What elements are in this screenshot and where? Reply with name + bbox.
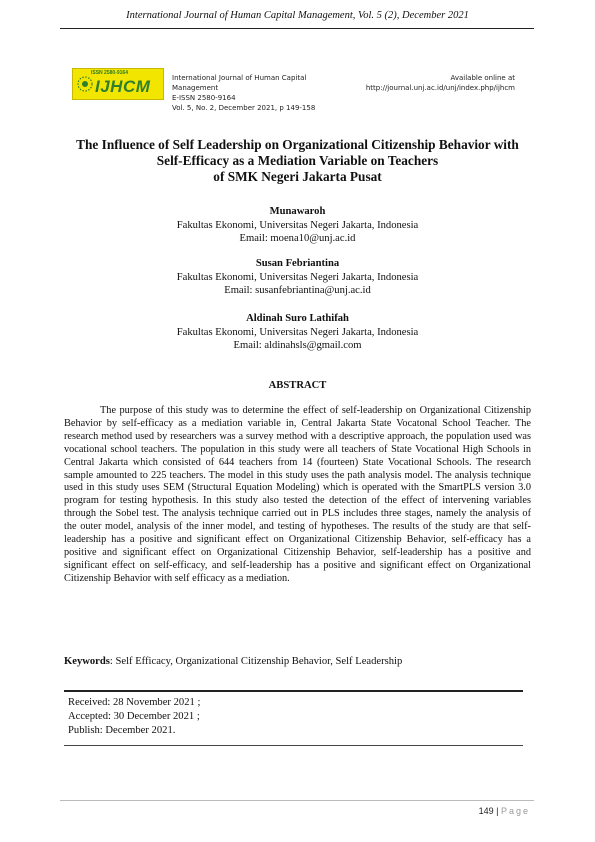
dates-top-rule	[64, 690, 523, 692]
journal-info-right	[330, 73, 515, 93]
author-block	[0, 205, 595, 246]
publish-date: Publish: December 2021.	[68, 725, 176, 736]
publication-dates	[68, 696, 200, 738]
author-email[interactable]: Email: susanfebriantina@unj.ac.id	[224, 285, 371, 296]
author-name: Susan Febriantina	[255, 258, 340, 269]
journal-info-line: E-ISSN 2580-9164	[172, 94, 236, 102]
running-header: International Journal of Human Capital Management, Vol. 5 (2), December 2021	[126, 10, 469, 21]
logo-issn: ISSN 2580-9164	[91, 70, 128, 76]
footer-rule	[60, 800, 534, 801]
abstract-body: The purpose of this study was to determine the effect of self-leadership on Organizational Citizenship Behavior by self-efficacy as a mediation variable in, Central Jakarta State Vocatonal School Teacher. The research method used by researchers was a survey method with a descriptive approach, the population used was vocational school teachers. The population in this study were all teachers of State Vocational High Schools in Central Jakarta which consisted of 644 teachers from 14 (fourteen) State Vocational Schools. The research sample amounted to 225 teachers. The model in this study uses the path analysis model. The analysis technique used in this study uses SEM (Structural Equation Modeling) which is operated with the SmartPLS version 3.0 program for testing hypothesis. In this study also tested the detection of the effect of intervening variables through the Sobel test. The analysis technique carried out in PLS includes three stages, namely the analysis of the outer model, analysis of the inner model, and testing of hypotheses. The results of the study are that self-leadership has a positive and significant effect on Organizational Citizenship Behavior, self-efficacy has a positive and significant effect on Organizational Citizenship Behavior, self-leadership has a positive and significant effect on self-efficacy, and self-leadership has a positive and significant effect on Organizational Citizenship Behavior with self efficacy as a mediation.	[64, 405, 531, 584]
author-name: Aldinah Suro Lathifah	[246, 313, 349, 324]
keywords	[64, 656, 531, 667]
journal-info-line: International Journal of Human Capital	[172, 74, 307, 82]
logo-emblem-icon	[77, 76, 93, 92]
journal-info-line: Vol. 5, No. 2, December 2021, p 149-158	[172, 104, 316, 112]
keywords-text: : Self Efficacy, Organizational Citizenship Behavior, Self Leadership	[109, 656, 403, 667]
abstract-heading: ABSTRACT	[268, 380, 327, 391]
received-date: Received: 28 November 2021 ;	[68, 697, 201, 708]
keywords-label: Keywords	[64, 656, 110, 667]
title-line: The Influence of Self Leadership on Organizational Citizenship Behavior with	[76, 137, 519, 152]
logo-text: IJHCM	[95, 77, 151, 96]
author-block	[0, 257, 595, 298]
accepted-date: Accepted: 30 December 2021 ;	[68, 711, 200, 722]
header-rule	[60, 28, 534, 29]
journal-info-line: Management	[172, 84, 219, 92]
author-affiliation: Fakultas Ekonomi, Universitas Negeri Jakarta, Indonesia	[176, 326, 419, 338]
dates-bottom-rule	[64, 745, 523, 746]
author-name: Munawaroh	[269, 206, 326, 217]
author-email[interactable]: Email: moena10@unj.ac.id	[239, 233, 356, 244]
title-line: of SMK Negeri Jakarta Pusat	[213, 169, 382, 184]
page-footer	[420, 806, 530, 816]
author-email[interactable]: Email: aldinahsls@gmail.com	[233, 340, 362, 351]
title-line: Self-Efficacy as a Mediation Variable on Teachers	[156, 153, 439, 168]
page-separator: |	[493, 806, 501, 816]
page-word: Page	[500, 806, 530, 816]
author-block	[0, 312, 595, 353]
available-online-label: Available online at	[450, 74, 515, 82]
journal-logo	[72, 68, 164, 100]
paper-title	[40, 137, 555, 185]
author-affiliation: Fakultas Ekonomi, Universitas Negeri Jakarta, Indonesia	[176, 219, 419, 231]
journal-url-link[interactable]: http://journal.unj.ac.id/unj/index.php/ijhcm	[365, 84, 515, 92]
author-affiliation: Fakultas Ekonomi, Universitas Negeri Jakarta, Indonesia	[176, 271, 419, 283]
page-number: 149	[478, 806, 494, 816]
